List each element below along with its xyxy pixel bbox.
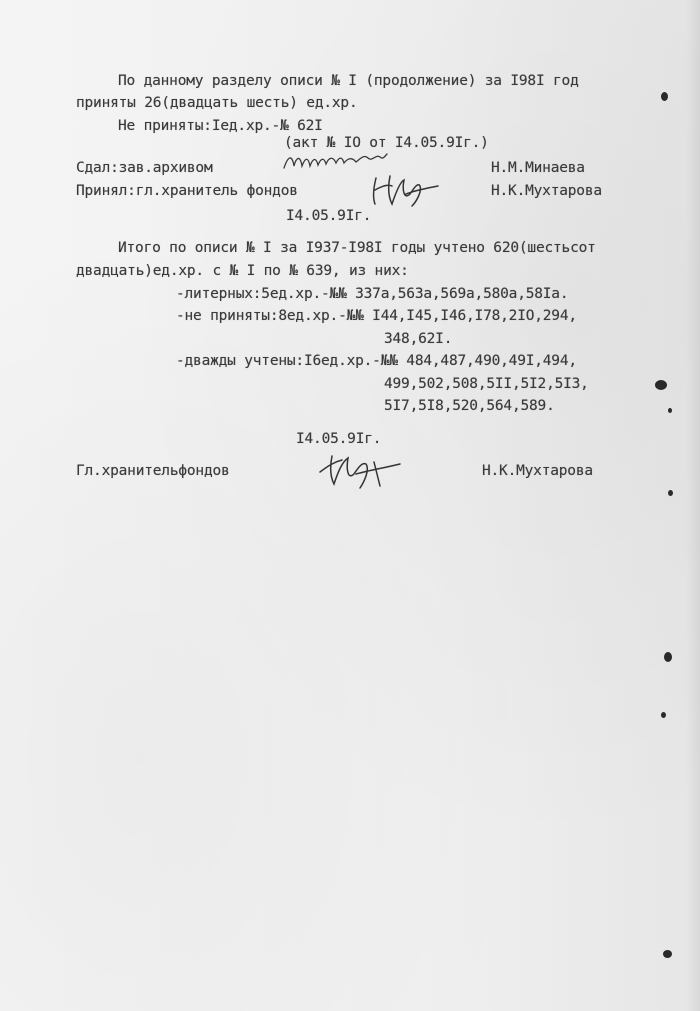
ink-speck: [668, 408, 672, 413]
date-1: I4.05.9Iг.: [286, 208, 372, 224]
signature-mukhtarova-1: [366, 172, 442, 212]
signature-mukhtarova-2: [314, 448, 404, 494]
literal-items: -литерных:5ед.хр.-№№ 337а,563а,569а,580а,58Iа.: [176, 286, 569, 302]
para1-line1: По данному разделу описи № I (продолжение) за I98I год: [118, 73, 579, 89]
total-line1: Итого по описи № I за I937-I98I годы учтено 620(шестьсот: [118, 240, 596, 256]
page-edge-shadow: [686, 0, 700, 1011]
double-counted-line3: 5I7,5I8,520,564,589.: [384, 398, 555, 414]
accepted-name: Н.К.Мухтарова: [491, 183, 602, 199]
chief-label: Гл.хранительфондов: [76, 463, 230, 479]
accepted-label: Принял:гл.хранитель фондов: [76, 183, 298, 199]
act-note: (акт № IО от I4.05.9Iг.): [284, 135, 489, 151]
handed-over-name: Н.М.Минаева: [491, 160, 585, 176]
ink-speck: [664, 652, 672, 662]
not-accepted-list-line1: -не приняты:8ед.хр.-№№ I44,I45,I46,I78,2IО,294,: [176, 308, 577, 324]
total-line2: двадцать)ед.хр. с № I по № 639, из них:: [76, 263, 409, 279]
not-accepted-list-line2: 348,62I.: [384, 331, 453, 347]
chief-name: Н.К.Мухтарова: [482, 463, 593, 479]
handed-over-label: Сдал:зав.архивом: [76, 160, 213, 176]
ink-speck: [655, 380, 667, 390]
double-counted-line1: -дважды учтены:I6ед.хр.-№№ 484,487,490,49I,494,: [176, 353, 577, 369]
double-counted-line2: 499,502,508,5II,5I2,5I3,: [384, 376, 589, 392]
ink-speck: [668, 490, 673, 496]
date-2: I4.05.9Iг.: [296, 431, 382, 447]
para1-line2: приняты 26(двадцать шесть) ед.хр.: [76, 95, 358, 111]
ink-speck: [661, 92, 668, 101]
ink-speck: [663, 950, 672, 958]
not-accepted-line: Не приняты:Iед.хр.-№ 62I: [118, 118, 323, 134]
ink-speck: [661, 712, 666, 718]
